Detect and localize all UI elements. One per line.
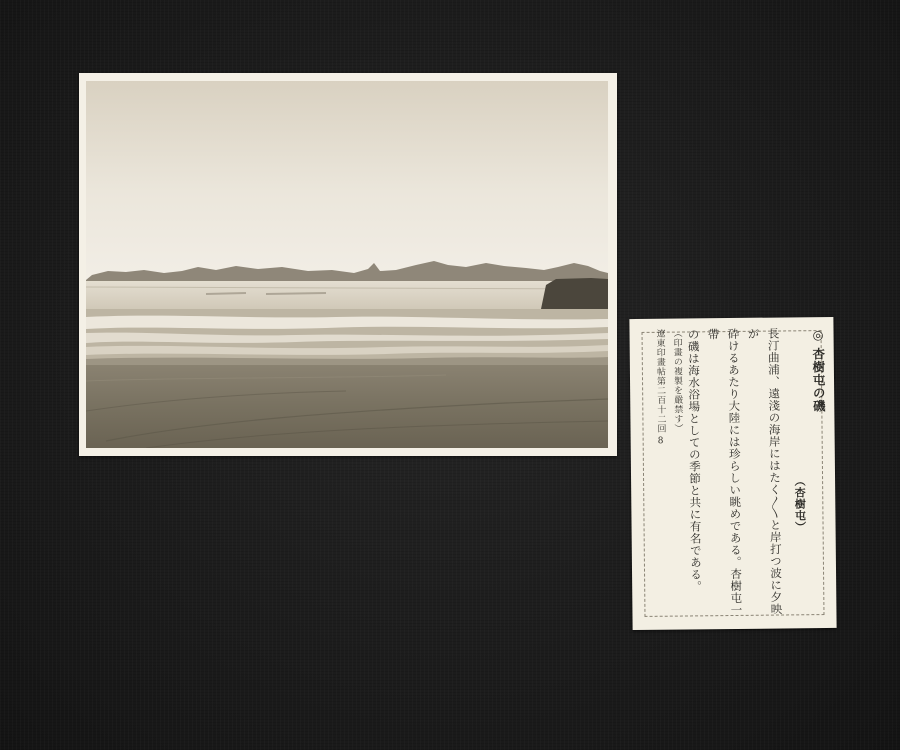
caption-card <box>629 317 836 630</box>
sea <box>86 281 608 311</box>
caption-body-line-1: 長汀曲浦、遠淺の海岸にはたく〳〵と岸打つ波に夕映が <box>746 327 784 616</box>
caption-title: ◎ 杏樹屯の磯 <box>810 327 827 413</box>
photo-print <box>79 73 617 456</box>
caption-text <box>635 327 830 620</box>
caption-series: 遼東印畫帖第二百十二回 <box>654 328 666 434</box>
caption-location: （杏樹屯） <box>793 475 807 533</box>
caption-number: 8 <box>657 436 664 446</box>
caption-body-line-2: 砕けるあたり大陸には珍らしい眺めである。杏樹屯一帶 <box>706 327 744 617</box>
caption-body-line-3: の磯は海水浴場としての季節と共に有名である。 <box>686 328 704 593</box>
beach-photograph <box>86 81 608 448</box>
caption-copyright-notice: （印畫の複製を嚴禁す） <box>671 328 683 434</box>
rocky-outcrop <box>541 278 608 309</box>
sky <box>86 81 608 281</box>
